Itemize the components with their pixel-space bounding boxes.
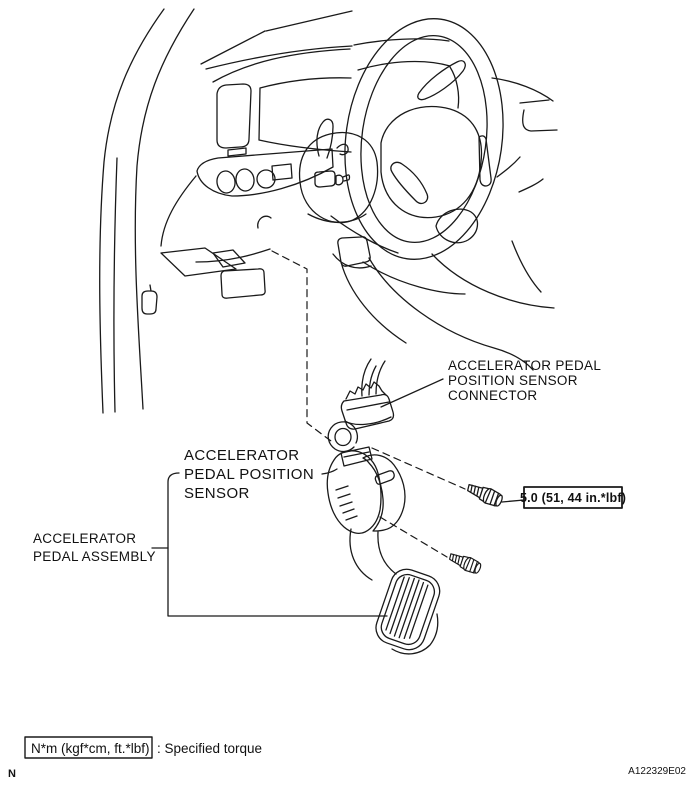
bolt-2 — [447, 550, 482, 575]
steering-wheel-drawing — [330, 8, 518, 269]
sensor-label-line1: ACCELERATOR — [184, 447, 300, 464]
sensor-label-line3: SENSOR — [184, 485, 250, 502]
dashboard-drawing — [161, 46, 557, 370]
connector-label-line2: POSITION SENSOR — [448, 373, 578, 388]
dashed-leader-lines — [272, 251, 465, 557]
connector-label-leader — [381, 379, 443, 407]
label-texts — [8, 358, 686, 780]
assembly-label-line2: PEDAL ASSEMBLY — [33, 549, 156, 564]
connector-drawing — [341, 359, 393, 429]
torque-spec-value: 5.0 (51, 44 in.*lbf) — [519, 491, 627, 505]
figure-id: A122329E02 — [628, 766, 686, 777]
a-pillar-drawing — [100, 9, 194, 413]
assembly-label-line1: ACCELERATOR — [33, 531, 137, 546]
legend-unit-text: N*m (kgf*cm, ft.*lbf) — [31, 741, 150, 756]
legend-description: : Specified torque — [157, 741, 263, 756]
dashed-leader-bolt-1 — [372, 448, 465, 489]
pedal-assembly-drawing — [327, 422, 444, 654]
connector-label-line1: ACCELERATOR PEDAL — [448, 358, 602, 373]
windshield-drawing — [201, 11, 352, 64]
sensor-label-line2: PEDAL POSITION — [184, 466, 315, 483]
footer-left-mark: N — [8, 768, 16, 780]
bolt-1 — [465, 480, 504, 508]
connector-label-line3: CONNECTOR — [448, 388, 538, 403]
dashed-leader-bolt-2 — [380, 517, 447, 557]
dashed-leader-connector — [272, 251, 331, 441]
